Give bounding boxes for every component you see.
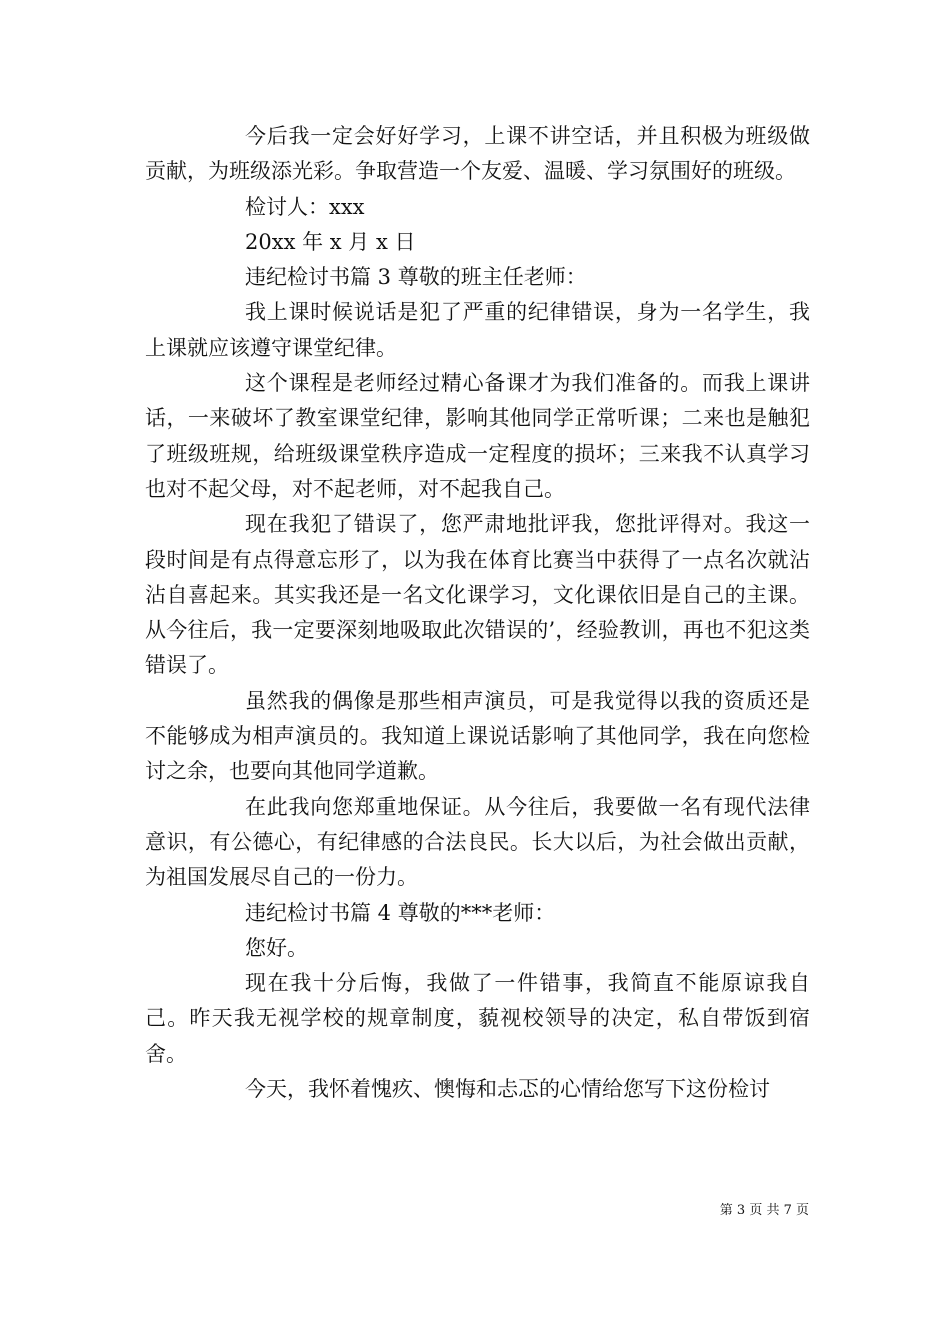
paragraph-date: 20xx 年 x 月 x 日 bbox=[245, 229, 416, 254]
section-heading-3: 违纪检讨书篇 3 尊敬的班主任老师： bbox=[245, 265, 587, 290]
paragraph-resolution: 今后我一定会好好学习，上课不讲空话，并且积极为班级做贡献，为班级添光彩。争取营造一个友爱、温暖、学习氛围好的班级。 bbox=[145, 124, 810, 184]
paragraph-consequences: 这个课程是老师经过精心备课才为我们准备的。而我上课讲话，一来破坏了教室课堂纪律，影响其他同学正常听课；二来也是触犯了班级班规，给班级课堂秩序造成一定程度的损坏；三来我不认真学习也对不起父母，对不起老师，对不起我自己。 bbox=[145, 371, 810, 501]
paragraph-signer: 检讨人：xxx bbox=[245, 194, 365, 219]
page-number-footer: 第 3 页 共 7 页 bbox=[719, 1203, 809, 1218]
paragraph-promise: 在此我向您郑重地保证。从今往后，我要做一名有现代法律意识，有公德心，有纪律感的合法良民。长大以后，为社会做出贡献，为祖国发展尽自己的一份力。 bbox=[145, 794, 810, 890]
paragraph-reflection: 现在我犯了错误了，您严肃地批评我，您批评得对。我这一段时间是有点得意忘形了，以为我在体育比赛当中获得了一点名次就沾沾自喜起来。其实我还是一名文化课学习，文化课依旧是自己的主课。从今往后，我一定要深刻地吸取此次错误的’，经验教训，再也不犯这类错误了。 bbox=[145, 512, 810, 678]
paragraph-regret: 现在我十分后悔，我做了一件错事，我简直不能原谅我自己。昨天我无视学校的规章制度，藐视校领导的决定，私自带饭到宿舍。 bbox=[145, 971, 810, 1066]
paragraph-closing: 今天，我怀着愧疚、懊悔和忐忑的心情给您写下这份检讨 bbox=[245, 1077, 770, 1102]
document-body bbox=[145, 119, 810, 1107]
section-heading-4: 违纪检讨书篇 4 尊敬的***老师： bbox=[245, 900, 556, 925]
paragraph-apology: 虽然我的偶像是那些相声演员，可是我觉得以我的资质还是不能够成为相声演员的。我知道上课说话影响了其他同学，我在向您检讨之余，也要向其他同学道歉。 bbox=[145, 688, 810, 784]
paragraph-greeting: 您好。 bbox=[245, 935, 308, 960]
paragraph-admission: 我上课时候说话是犯了严重的纪律错误，身为一名学生，我上课就应该遵守课堂纪律。 bbox=[145, 300, 810, 360]
